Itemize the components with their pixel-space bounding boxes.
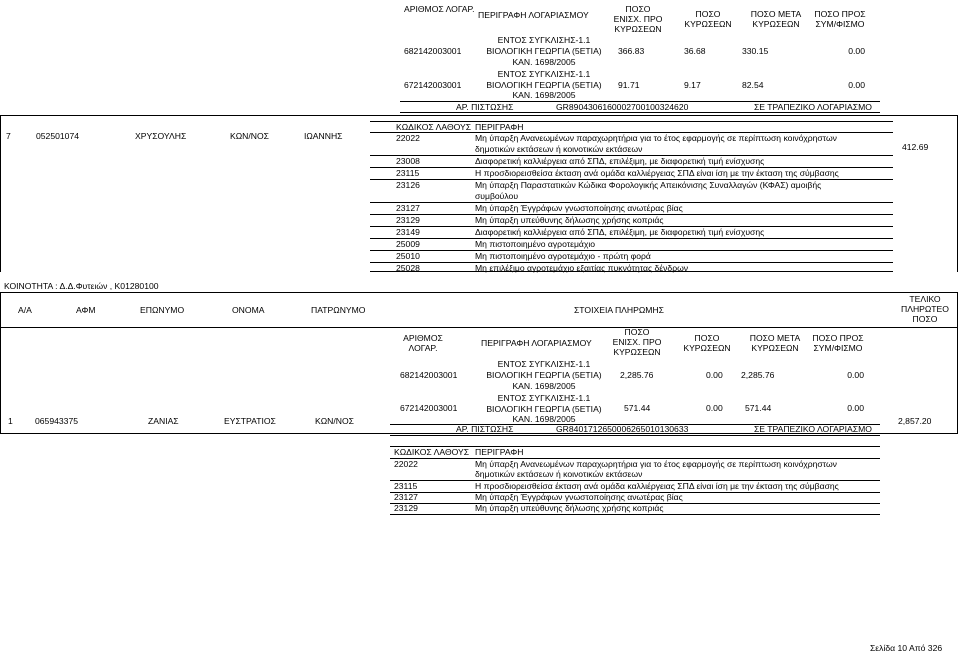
col-payment: ΣΤΟΙΧΕΙΑ ΠΛΗΡΩΜΗΣ — [574, 305, 664, 315]
hdr-account-no: ΑΡΙΘΜΟΣ ΛΟΓΑΡ. — [403, 333, 443, 353]
hdr-amount-sanctions: ΠΟΣΟ ΚΥΡΩΣΕΩΝ — [684, 9, 732, 29]
err-code: 23127 — [396, 203, 420, 213]
hdr-account-desc: ΠΕΡΙΓΡΑΦΗ ΛΟΓΑΡΙΑΣΜΟΥ — [478, 10, 589, 20]
amount-after: 571.44 — [745, 403, 772, 413]
account-desc-3: ΚΑΝ. 1698/2005 — [512, 381, 576, 391]
err-desc: Η προσδιορεισθείσα έκταση ανά ομάδα καλλιέργειας ΣΠΔ είναι ίση με την έκταση της σύμβασης — [475, 168, 839, 178]
err-desc-cont: συμβούλου — [475, 191, 519, 201]
account-number: 682142003001 — [400, 370, 458, 380]
account-desc-2: ΒΙΟΛΟΓΙΚΗ ΓΕΩΡΓΙΑ (5ΕΤΙΑ) — [486, 404, 602, 414]
amount-after: 82.54 — [742, 80, 764, 90]
amount-sanctions: 9.17 — [684, 80, 701, 90]
hdr-amount-after: ΠΟΣΟ ΜΕΤΑ ΚΥΡΩΣΕΩΝ — [750, 9, 802, 29]
amount-sanctions: 36.68 — [684, 46, 706, 56]
err-desc: Μη πιστοποιημένο αγροτεμάχιο — [475, 239, 596, 249]
err-hdr-desc: ΠΕΡΙΓΡΑΦΗ — [475, 447, 524, 457]
amount-before: 91.71 — [618, 80, 640, 90]
iban-value: GR8904306160002700100324620 — [556, 102, 689, 112]
record-afm: 052501074 — [36, 131, 80, 141]
page-footer: Σελίδα 10 Από 326 — [870, 643, 943, 653]
err-code: 23115 — [396, 168, 420, 178]
record-name: ΙΩΑΝΝΗΣ — [304, 131, 343, 141]
record-total: 412.69 — [902, 142, 929, 152]
record-father: ΚΩΝ/ΝΟΣ — [315, 416, 354, 426]
account-desc-3: ΚΑΝ. 1698/2005 — [512, 57, 576, 67]
iban-label: ΑΡ. ΠΙΣΤΩΣΗΣ — [456, 424, 514, 434]
err-desc: Διαφορετική καλλιέργεια από ΣΠΔ, επιλέξιμη, με διαφορετική τιμή ενίσχυσης — [475, 227, 765, 237]
err-desc: Μη ύπαρξη υπεύθυνης δήλωσης χρήσης κοπριάς — [475, 215, 664, 225]
hdr-amount-sanctions: ΠΟΣΟ ΚΥΡΩΣΕΩΝ — [683, 333, 731, 353]
err-code: 25010 — [396, 251, 420, 261]
amount-sanctions: 0.00 — [706, 403, 723, 413]
err-code: 23129 — [396, 215, 420, 225]
record-surname: ΧΡΥΣΟΥΛΗΣ — [135, 131, 187, 141]
record-surname: ΖΑΝΙΑΣ — [148, 416, 179, 426]
col-name: ΟΝΟΜΑ — [232, 305, 265, 315]
err-desc: Μη ύπαρξη Ανανεωμένων παραχωρητήρια για το έτος εφαρμογής σε περίπτωση κοινόχρηστων — [475, 133, 837, 143]
err-desc: Μη επιλέξιμο αγροτεμάχιο εξαιτίας πυκνότητας δένδρων — [475, 263, 689, 273]
err-desc: Μη ύπαρξη Ανανεωμένων παραχωρητήρια για το έτος εφαρμογής σε περίπτωση κοινόχρηστων — [475, 459, 837, 469]
account-desc-3: ΚΑΝ. 1698/2005 — [512, 414, 576, 424]
amount-before: 571.44 — [624, 403, 651, 413]
err-code: 23129 — [394, 503, 418, 513]
amount-offset: 0.00 — [847, 403, 864, 413]
err-desc: Η προσδιορεισθείσα έκταση ανά ομάδα καλλιέργειας ΣΠΔ είναι ίση με την έκταση της σύμβασης — [475, 481, 839, 491]
account-desc-2: ΒΙΟΛΟΓΙΚΗ ΓΕΩΡΓΙΑ (5ΕΤΙΑ) — [486, 370, 602, 380]
err-code: 23149 — [396, 227, 420, 237]
account-number: 672142003001 — [400, 403, 458, 413]
amount-before: 366.83 — [618, 46, 645, 56]
hdr-amount-offset: ΠΟΣΟ ΠΡΟΣ ΣΥΜ/ΦΙΣΜΟ — [814, 9, 866, 29]
account-number: 682142003001 — [404, 46, 462, 56]
account-desc-2: ΒΙΟΛΟΓΙΚΗ ΓΕΩΡΓΙΑ (5ΕΤΙΑ) — [486, 80, 602, 90]
err-code: 23127 — [394, 492, 418, 502]
account-desc-1: ΕΝΤΟΣ ΣΥΓΚΛΙΣΗΣ-1.1 — [497, 35, 591, 45]
record-aa: 1 — [8, 416, 13, 426]
iban-note: ΣΕ ΤΡΑΠΕΖΙΚΟ ΛΟΓΑΡΙΑΣΜΟ — [754, 102, 872, 112]
record-afm: 065943375 — [35, 416, 79, 426]
record-name: ΕΥΣΤΡΑΤΙΟΣ — [224, 416, 276, 426]
col-afm: ΑΦΜ — [76, 305, 96, 315]
err-code: 22022 — [394, 459, 418, 469]
account-desc-1: ΕΝΤΟΣ ΣΥΓΚΛΙΣΗΣ-1.1 — [497, 69, 591, 79]
err-desc-cont: δημοτικών εκτάσεων ή κοινοτικών εκτάσεων — [475, 144, 643, 154]
err-hdr-code: ΚΩΔΙΚΟΣ ΛΑΘΟΥΣ — [394, 447, 470, 457]
err-desc: Μη ύπαρξη Παραστατικών Κώδικα Φορολογικής Απεικόνισης Συναλλαγών (ΚΦΑΣ) αμοιβής — [475, 180, 822, 190]
amount-offset: 0.00 — [848, 46, 865, 56]
account-desc-1: ΕΝΤΟΣ ΣΥΓΚΛΙΣΗΣ-1.1 — [497, 359, 591, 369]
iban-note: ΣΕ ΤΡΑΠΕΖΙΚΟ ΛΟΓΑΡΙΑΣΜΟ — [754, 424, 872, 434]
err-hdr-desc: ΠΕΡΙΓΡΑΦΗ — [475, 122, 524, 132]
amount-offset: 0.00 — [848, 80, 865, 90]
err-code: 22022 — [396, 133, 420, 143]
account-number: 672142003001 — [404, 80, 462, 90]
err-code: 25028 — [396, 263, 420, 273]
account-desc-2: ΒΙΟΛΟΓΙΚΗ ΓΕΩΡΓΙΑ (5ΕΤΙΑ) — [486, 46, 602, 56]
hdr-amount-offset: ΠΟΣΟ ΠΡΟΣ ΣΥΜ/ΦΙΣΜΟ — [812, 333, 864, 353]
record-total: 2,857.20 — [898, 416, 932, 426]
record-aa: 7 — [6, 131, 11, 141]
err-hdr-code: ΚΩΔΙΚΟΣ ΛΑΘΟΥΣ — [396, 122, 472, 132]
err-code: 23008 — [396, 156, 420, 166]
amount-before: 2,285.76 — [620, 370, 654, 380]
iban-value: GR8401712650006265010130633 — [556, 424, 689, 434]
err-desc: Διαφορετική καλλιέργεια από ΣΠΔ, επιλέξιμη, με διαφορετική τιμή ενίσχυσης — [475, 156, 765, 166]
err-desc: Μη πιστοποιημένο αγροτεμάχιο - πρώτη φορά — [475, 251, 651, 261]
err-desc-cont: δημοτικών εκτάσεων ή κοινοτικών εκτάσεων — [475, 469, 643, 479]
err-desc: Μη ύπαρξη Έγγράφων γνωστοποίησης ανωτέρας βίας — [475, 492, 683, 502]
hdr-amount-before: ΠΟΣΟ ΕΝΙΣΧ. ΠΡΟ ΚΥΡΩΣΕΩΝ — [613, 4, 663, 34]
hdr-amount-after: ΠΟΣΟ ΜΕΤΑ ΚΥΡΩΣΕΩΝ — [749, 333, 801, 353]
col-father: ΠΑΤΡΩΝΥΜΟ — [311, 305, 366, 315]
col-aa: Α/Α — [18, 305, 32, 315]
hdr-amount-before: ΠΟΣΟ ΕΝΙΣΧ. ΠΡΟ ΚΥΡΩΣΕΩΝ — [612, 327, 662, 357]
err-code: 25009 — [396, 239, 420, 249]
account-desc-3: ΚΑΝ. 1698/2005 — [512, 90, 576, 100]
err-desc: Μη ύπαρξη υπεύθυνης δήλωσης χρήσης κοπριάς — [475, 503, 664, 513]
amount-offset: 0.00 — [847, 370, 864, 380]
err-code: 23126 — [396, 180, 420, 190]
iban-label: ΑΡ. ΠΙΣΤΩΣΗΣ — [456, 102, 514, 112]
hdr-account-no: ΑΡΙΘΜΟΣ ΛΟΓΑΡ. — [404, 4, 475, 14]
community-label: ΚΟΙΝΟΤΗΤΑ : Δ.Δ.Φυτειών , Κ01280100 — [4, 281, 159, 291]
amount-sanctions: 0.00 — [706, 370, 723, 380]
amount-after: 2,285.76 — [741, 370, 775, 380]
account-desc-1: ΕΝΤΟΣ ΣΥΓΚΛΙΣΗΣ-1.1 — [497, 393, 591, 403]
col-total: ΤΕΛΙΚΟ ΠΛΗΡΩΤΕΟ ΠΟΣΟ — [901, 294, 949, 324]
hdr-account-desc: ΠΕΡΙΓΡΑΦΗ ΛΟΓΑΡΙΑΣΜΟΥ — [481, 338, 592, 348]
err-desc: Μη ύπαρξη Έγγράφων γνωστοποίησης ανωτέρας βίας — [475, 203, 683, 213]
amount-after: 330.15 — [742, 46, 769, 56]
record-father: ΚΩΝ/ΝΟΣ — [230, 131, 269, 141]
col-surname: ΕΠΩΝΥΜΟ — [140, 305, 185, 315]
err-code: 23115 — [394, 481, 418, 491]
